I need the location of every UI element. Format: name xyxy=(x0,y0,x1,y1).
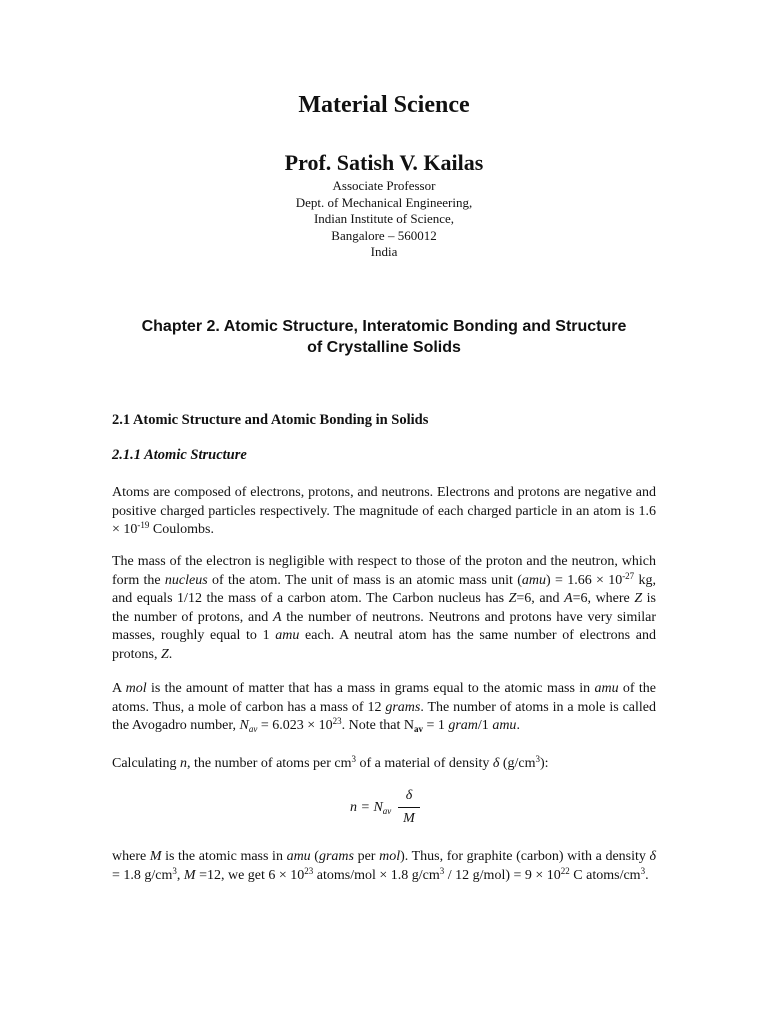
paragraph-atoms: Atoms are composed of electrons, protons, and neutrons. Electrons and protons are negative and positive charged particles respectively. The magnitude of each charged particle in an atom is $1.6 \times 10^{-19}$ Coulombs. xyxy=(112,485,656,537)
document-title: Material Science xyxy=(298,92,470,118)
paragraph-mass: The mass of the electron is negligible with respect to those of the proton and the neutron, which form the nucleus of the atom. The unit of mass is an atomic mass unit $(amu) = 1.66 \times 10^{-27}$ kg, and equals 1/12 the mass of a carbon atom. The Carbon nucleus has Z=6, and A=6, where Z is the number of protons, and A the number of neutrons. Neutrons and protons have very similar masses, roughly equal to 1 amu each. A neutral atom has the same number of electrons and protons, Z. xyxy=(112,554,657,662)
affiliation-line: Dept. of Mechanical Engineering, xyxy=(295,194,473,210)
equation-fraction xyxy=(398,786,420,829)
author-name: Prof. Satish V. Kailas xyxy=(284,150,484,175)
affiliation-line: India xyxy=(370,244,398,259)
section-heading: 2.1 Atomic Structure and Atomic Bonding in Solids xyxy=(112,412,429,428)
equation-numerator: δ xyxy=(405,788,413,803)
author-affiliation xyxy=(0,178,768,261)
chapter-heading xyxy=(100,316,668,358)
paragraph-graphite-example: where M is the atomic mass in amu (grams per mol). Thus, for graphite (carbon) with a density δ = 1.8 $g/cm^3$, M =12, we get $6 \times 10^{23}$ atoms/mol × 1.8 $g/cm^3 / 12$ $g/mol) = 9 \times 10^{22}$ C atoms/$cm^3$. xyxy=(112,849,657,883)
affiliation-line: Bangalore – 560012 xyxy=(331,227,437,243)
equation-denominator: M xyxy=(403,811,415,826)
equation-lhs: $n = N_{av}$ xyxy=(350,800,392,816)
paragraph-calculating: Calculating n, the number of atoms per $cm^3$ of a material of density δ $(g/cm^3)$: xyxy=(112,754,549,771)
affiliation-line: Associate Professor xyxy=(332,178,436,193)
chapter-heading-line: Chapter 2. Atomic Structure, Interatomic Bonding and Structure xyxy=(141,318,627,335)
fraction-bar xyxy=(398,807,420,808)
subsection-heading: 2.1.1 Atomic Structure xyxy=(112,447,247,463)
paragraph-mol: A mol is the amount of matter that has a mass in grams equal to the atomic mass in amu of the atoms. Thus, a mole of carbon has a mass of 12 grams. The number of atoms in a mole is called the Avogadro number, $N_{av} = 6.023 \times 10^{23}$. Note that $N_{av} = 1$ gram/1 amu. xyxy=(112,681,657,734)
affiliation-line: Indian Institute of Science, xyxy=(313,211,455,226)
chapter-heading-line: of Crystalline Solids xyxy=(307,339,461,356)
density-equation xyxy=(340,786,440,832)
